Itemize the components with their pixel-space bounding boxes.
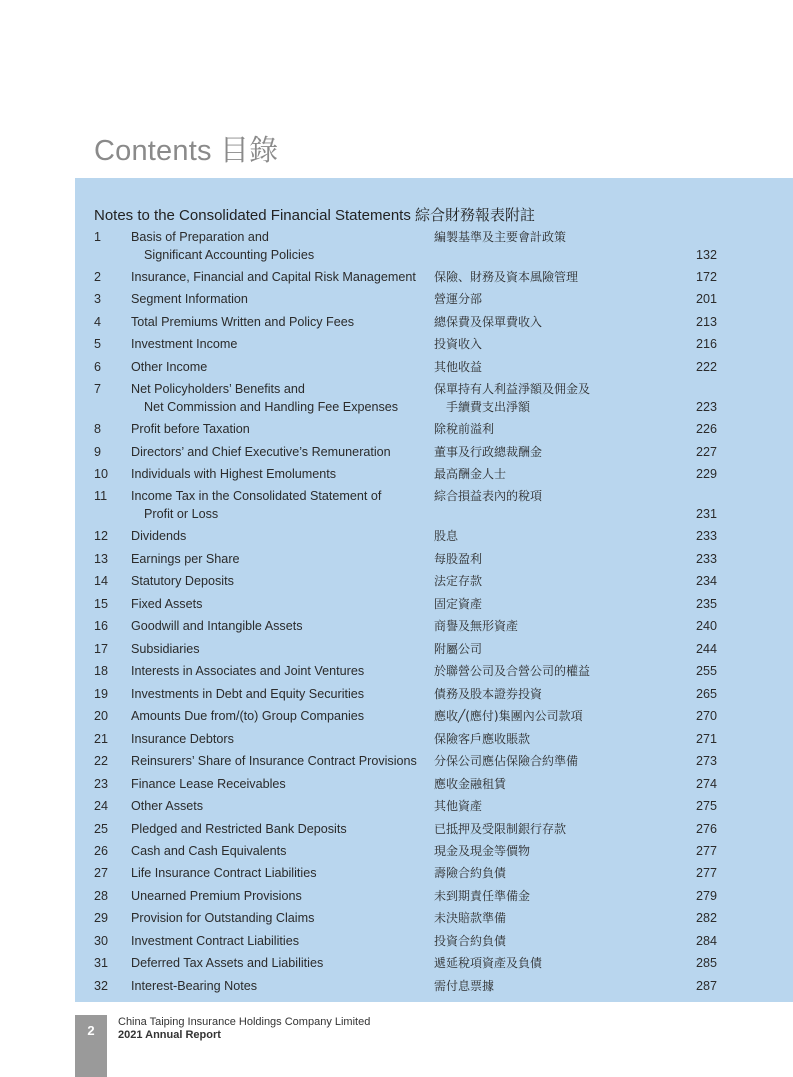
entry-number: 1 xyxy=(94,230,102,244)
entry-page-number[interactable]: 233 xyxy=(695,529,717,543)
entry-page-number[interactable]: 213 xyxy=(695,315,717,329)
entry-title-en: Pledged and Restricted Bank Deposits xyxy=(131,822,347,836)
entry-page-number[interactable]: 285 xyxy=(695,956,717,970)
entry-title-zh: 現金及現金等價物 xyxy=(434,844,531,858)
entry-title-zh: 分保公司應佔保險合約準備 xyxy=(434,754,579,768)
entry-page-number[interactable]: 279 xyxy=(695,889,717,903)
entry-title-en: Fixed Assets xyxy=(131,597,203,611)
entry-title-en: Significant Accounting Policies xyxy=(144,247,315,262)
entry-title-zh: 總保費及保單費收入 xyxy=(434,315,543,329)
entry-title-en: Net Policyholders’ Benefits and xyxy=(131,382,305,396)
entry-title-en: Subsidiaries xyxy=(131,642,200,656)
entry-title-en: Provision for Outstanding Claims xyxy=(131,911,315,925)
entry-title-en: Interests in Associates and Joint Ventures xyxy=(131,664,365,678)
entry-page-number[interactable]: 216 xyxy=(695,337,717,351)
entry-title-zh: 應收╱(應付)集團內公司款項 xyxy=(434,709,583,723)
entry-page-number[interactable]: 231 xyxy=(695,506,717,521)
entry-title-en: Goodwill and Intangible Assets xyxy=(131,619,303,633)
entry-title-en: Profit before Taxation xyxy=(131,422,250,436)
entry-page-number[interactable]: 277 xyxy=(695,844,717,858)
entry-title-zh: 遞延稅項資產及負債 xyxy=(434,956,543,970)
entry-title-zh: 壽險合約負債 xyxy=(434,866,507,880)
entry-number: 2 xyxy=(94,270,102,284)
entry-page-number[interactable]: 226 xyxy=(695,422,717,436)
footer-report-title: 2021 Annual Report xyxy=(118,1029,221,1041)
entry-number: 27 xyxy=(94,866,109,880)
entry-number: 11 xyxy=(94,489,108,503)
entry-title-en: Earnings per Share xyxy=(131,552,240,566)
entry-number: 9 xyxy=(94,445,102,459)
entry-title-zh: 其他收益 xyxy=(434,360,483,374)
entry-title-zh: 投資收入 xyxy=(434,337,483,351)
entry-title-en: Finance Lease Receivables xyxy=(131,777,286,791)
entry-title-zh: 董事及行政總裁酬金 xyxy=(434,445,543,459)
page-title: Contents 目錄 xyxy=(94,135,279,167)
entry-title-en: Directors’ and Chief Executive’s Remuneration xyxy=(131,445,391,459)
entry-title-zh: 已抵押及受限制銀行存款 xyxy=(434,822,567,836)
entry-number: 3 xyxy=(94,292,102,306)
entry-title-en: Interest-Bearing Notes xyxy=(131,979,257,993)
entry-page-number[interactable]: 132 xyxy=(695,247,717,262)
entry-title-zh: 法定存款 xyxy=(434,574,483,588)
footer-page-number: 2 xyxy=(87,1023,95,1038)
entry-page-number[interactable]: 229 xyxy=(695,467,717,481)
entry-number: 6 xyxy=(94,360,102,374)
entry-title-en: Insurance, Financial and Capital Risk Management xyxy=(131,270,416,284)
entry-title-en: Cash and Cash Equivalents xyxy=(131,844,287,858)
entry-page-number[interactable]: 274 xyxy=(695,777,717,791)
entry-page-number[interactable]: 233 xyxy=(695,552,717,566)
entry-number: 28 xyxy=(94,889,109,903)
entry-number: 19 xyxy=(94,687,109,701)
entry-page-number[interactable]: 275 xyxy=(695,799,717,813)
entry-number: 30 xyxy=(94,934,109,948)
entry-page-number[interactable]: 172 xyxy=(695,270,717,284)
entry-number: 23 xyxy=(94,777,109,791)
entry-page-number[interactable]: 201 xyxy=(695,292,717,306)
entry-page-number[interactable]: 240 xyxy=(695,619,717,633)
entry-title-zh: 投資合約負債 xyxy=(434,934,507,948)
entry-page-number[interactable]: 265 xyxy=(695,687,717,701)
entry-title-zh: 手續費支出淨額 xyxy=(446,399,531,414)
entry-number: 7 xyxy=(94,382,102,396)
section-heading: Notes to the Consolidated Financial Statements 綜合財務報表附註 xyxy=(94,207,536,224)
entry-title-zh: 需付息票據 xyxy=(434,979,495,993)
entry-title-en: Investment Income xyxy=(131,337,238,351)
entry-title-en: Profit or Loss xyxy=(144,506,219,521)
entry-title-zh: 股息 xyxy=(434,529,459,543)
entry-title-zh: 應收金融租賃 xyxy=(434,777,507,791)
entry-title-en: Basis of Preparation and xyxy=(131,230,269,244)
entry-title-en: Dividends xyxy=(131,529,187,543)
entry-title-zh: 債務及股本證券投資 xyxy=(434,687,543,701)
entry-page-number[interactable]: 270 xyxy=(695,709,717,723)
entry-title-en: Investment Contract Liabilities xyxy=(131,934,299,948)
entry-page-number[interactable]: 276 xyxy=(695,822,717,836)
entry-title-en: Other Income xyxy=(131,360,208,374)
entry-title-zh: 綜合損益表內的稅項 xyxy=(434,489,543,503)
entry-title-zh: 營運分部 xyxy=(434,292,483,306)
entry-page-number[interactable]: 287 xyxy=(695,979,717,993)
entry-number: 4 xyxy=(94,315,102,329)
entry-title-zh: 未決賠款準備 xyxy=(434,911,507,925)
entry-title-zh: 商譽及無形資產 xyxy=(434,619,519,633)
entry-title-en: Life Insurance Contract Liabilities xyxy=(131,866,317,880)
entry-number: 21 xyxy=(94,732,109,746)
entry-number: 32 xyxy=(94,979,109,993)
entry-number: 12 xyxy=(94,529,109,543)
entry-number: 14 xyxy=(94,574,109,588)
entry-title-en: Investments in Debt and Equity Securities xyxy=(131,687,365,701)
entry-title-en: Other Assets xyxy=(131,799,204,813)
entry-number: 5 xyxy=(94,337,102,351)
entry-title-en: Net Commission and Handling Fee Expenses xyxy=(144,399,399,414)
entry-title-en: Insurance Debtors xyxy=(131,732,234,746)
entry-title-zh: 每股盈利 xyxy=(434,552,483,566)
entry-number: 15 xyxy=(94,597,109,611)
entry-page-number[interactable]: 284 xyxy=(695,934,717,948)
entry-page-number[interactable]: 227 xyxy=(695,445,717,459)
entry-number: 24 xyxy=(94,799,109,813)
entry-page-number[interactable]: 234 xyxy=(695,574,717,588)
entry-number: 29 xyxy=(94,911,109,925)
entry-title-zh: 未到期責任準備金 xyxy=(434,889,531,903)
entry-number: 10 xyxy=(94,467,109,481)
entry-title-en: Deferred Tax Assets and Liabilities xyxy=(131,956,324,970)
entry-title-en: Individuals with Highest Emoluments xyxy=(131,467,337,481)
entry-number: 22 xyxy=(94,754,109,768)
entry-title-zh: 最高酬金人士 xyxy=(434,467,507,481)
entry-title-en: Amounts Due from/(to) Group Companies xyxy=(131,709,365,723)
entry-page-number[interactable]: 277 xyxy=(695,866,717,880)
entry-title-zh: 附屬公司 xyxy=(434,642,483,656)
entry-number: 18 xyxy=(94,664,109,678)
entry-title-zh: 保單持有人利益淨額及佣金及 xyxy=(434,382,591,396)
entry-page-number[interactable]: 222 xyxy=(695,360,717,374)
entry-title-zh: 於聯營公司及合營公司的權益 xyxy=(434,664,591,678)
entry-title-zh: 保險客戶應收賬款 xyxy=(434,732,531,746)
entry-number: 31 xyxy=(94,956,109,970)
entry-page-number[interactable]: 235 xyxy=(695,597,717,611)
entry-title-zh: 保險、財務及資本風險管理 xyxy=(434,270,579,284)
entry-page-number[interactable]: 255 xyxy=(695,664,717,678)
entry-number: 26 xyxy=(94,844,109,858)
entry-title-zh: 固定資產 xyxy=(434,597,483,611)
entry-page-number[interactable]: 244 xyxy=(695,642,717,656)
entry-page-number[interactable]: 223 xyxy=(695,399,717,414)
entry-title-en: Total Premiums Written and Policy Fees xyxy=(131,315,355,329)
entry-title-en: Segment Information xyxy=(131,292,248,306)
entry-number: 16 xyxy=(94,619,109,633)
entry-page-number[interactable]: 282 xyxy=(695,911,717,925)
entry-title-zh: 其他資產 xyxy=(434,799,483,813)
entry-title-zh: 除稅前溢利 xyxy=(434,422,495,436)
entry-page-number[interactable]: 271 xyxy=(695,732,717,746)
entry-number: 17 xyxy=(94,642,109,656)
entry-page-number[interactable]: 273 xyxy=(695,754,717,768)
entry-number: 13 xyxy=(94,552,109,566)
entry-title-zh: 編製基準及主要會計政策 xyxy=(434,230,567,244)
footer-company-name: China Taiping Insurance Holdings Company Limited xyxy=(118,1016,371,1028)
entry-title-en: Unearned Premium Provisions xyxy=(131,889,302,903)
entry-number: 20 xyxy=(94,709,109,723)
entry-title-en: Statutory Deposits xyxy=(131,574,234,588)
entry-title-en: Income Tax in the Consolidated Statement of xyxy=(131,489,382,503)
entry-number: 25 xyxy=(94,822,109,836)
entry-title-en: Reinsurers’ Share of Insurance Contract Provisions xyxy=(131,754,417,768)
entry-number: 8 xyxy=(94,422,102,436)
